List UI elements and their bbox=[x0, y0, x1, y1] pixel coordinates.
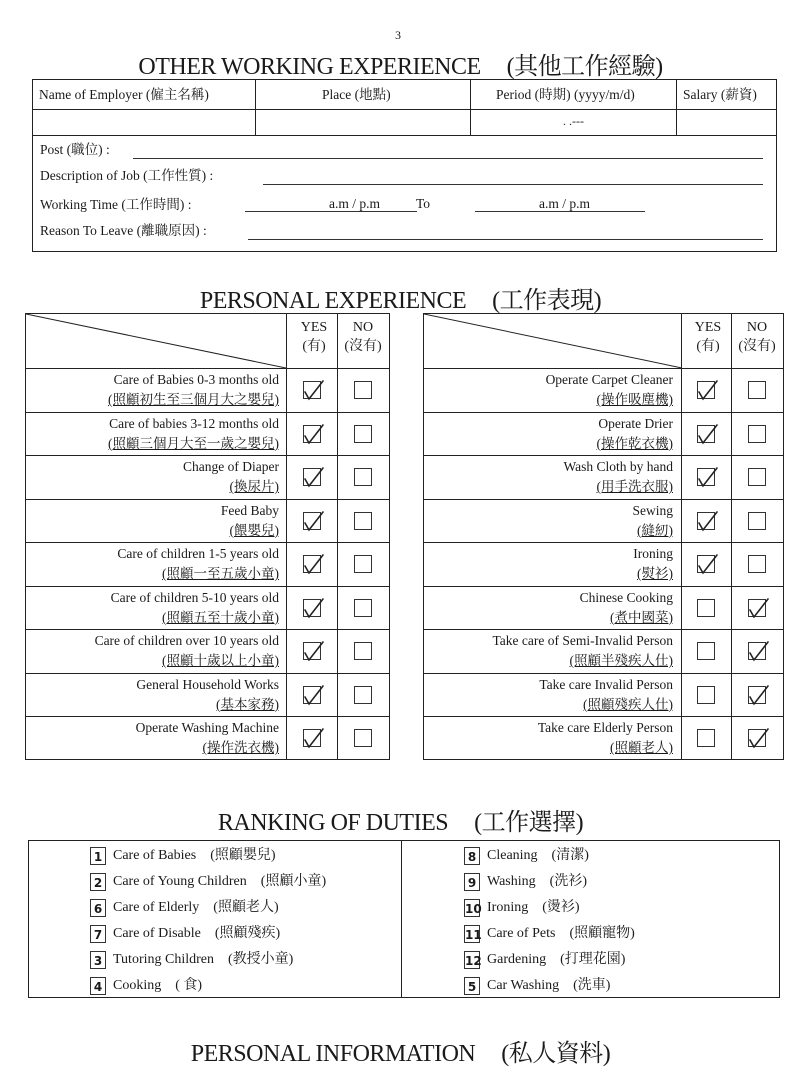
rank-number-box[interactable]: 10 bbox=[464, 899, 480, 917]
experience-item-label-zh: (照顧三個月大至一歲之嬰兒) bbox=[108, 435, 279, 451]
rank-number-box[interactable]: 5 bbox=[464, 977, 480, 995]
ranking-item-label-en: Care of Elderly bbox=[113, 900, 200, 915]
ranking-item bbox=[90, 923, 280, 945]
experience-item-label-en: General Household Works bbox=[136, 676, 279, 692]
experience-item-label-en: Operate Carpet Cleaner bbox=[545, 372, 673, 387]
table-header-row bbox=[424, 314, 783, 369]
section-title-zh: (工作表現) bbox=[492, 288, 602, 314]
period-header: Period (時期) (yyyy/m/d) bbox=[496, 87, 635, 102]
experience-item bbox=[25, 631, 285, 671]
experience-item-label-zh: (照顧一至五歲小童) bbox=[162, 566, 279, 581]
check-mark-icon bbox=[696, 465, 720, 491]
ranking-item-label-zh: (照顧嬰兒) bbox=[210, 848, 276, 863]
yes-checkbox[interactable] bbox=[303, 642, 321, 660]
no-checkbox[interactable] bbox=[748, 599, 766, 617]
experience-item-label-zh: (換尿片) bbox=[229, 479, 279, 494]
check-mark-icon bbox=[302, 422, 326, 448]
ranking-item-label-en: Car Washing bbox=[487, 978, 560, 993]
experience-item-label-en: Operate Drier bbox=[598, 415, 673, 431]
experience-item bbox=[419, 370, 679, 410]
experience-item bbox=[419, 457, 679, 497]
check-mark-icon bbox=[302, 683, 326, 709]
place-header: Place (地點) bbox=[322, 87, 391, 102]
check-mark-icon bbox=[302, 639, 326, 665]
check-mark-icon bbox=[747, 639, 771, 665]
ranking-item-label-en: Care of Disable bbox=[113, 926, 201, 941]
check-mark-icon bbox=[747, 726, 771, 752]
experience-item-label-en: Ironing bbox=[633, 546, 673, 561]
section-title-en: OTHER WORKING EXPERIENCE bbox=[138, 54, 481, 80]
ranking-item bbox=[464, 845, 589, 867]
page-number: 3 bbox=[395, 28, 401, 42]
ranking-item-label-zh: ( 食) bbox=[175, 978, 203, 993]
experience-item-label-zh: (照顧十歲以上小童) bbox=[162, 653, 279, 668]
personal-experience-table-right bbox=[423, 313, 784, 760]
check-mark-icon bbox=[747, 596, 771, 622]
other-working-experience-table bbox=[32, 79, 777, 252]
experience-item bbox=[419, 414, 679, 454]
ranking-item bbox=[90, 975, 202, 997]
ranking-of-duties-title bbox=[0, 802, 801, 837]
no-checkbox[interactable] bbox=[748, 686, 766, 704]
section-title-en: RANKING OF DUTIES bbox=[217, 810, 449, 836]
experience-item-label-zh: (餵嬰兒) bbox=[229, 522, 279, 538]
check-mark-icon bbox=[696, 552, 720, 578]
working-time-ampm-1: a.m / p.m bbox=[329, 196, 380, 211]
check-mark-icon bbox=[696, 509, 720, 535]
experience-item-label-en: Care of Babies 0-3 months old bbox=[113, 372, 279, 387]
no-checkbox[interactable] bbox=[354, 425, 372, 443]
experience-item-label-zh: (照顧殘疾人仕) bbox=[583, 696, 673, 712]
experience-item bbox=[25, 457, 285, 497]
experience-item-label-zh: (操作洗衣機) bbox=[202, 740, 279, 755]
experience-item-label-en: Chinese Cooking bbox=[579, 589, 673, 605]
ranking-item-label-zh: (洗衫) bbox=[549, 874, 587, 889]
experience-item-label-zh: (用手洗衣服) bbox=[596, 479, 673, 494]
rank-number-box[interactable]: 4 bbox=[90, 977, 106, 995]
yes-checkbox[interactable] bbox=[697, 512, 715, 530]
experience-item-label-en: Care of children 5-10 years old bbox=[110, 589, 279, 605]
working-time-ampm-2: a.m / p.m bbox=[539, 196, 590, 211]
check-mark-icon bbox=[696, 422, 720, 448]
experience-item-label-en: Wash Cloth by hand bbox=[563, 459, 673, 474]
experience-item bbox=[419, 631, 679, 671]
personal-information-title bbox=[0, 1033, 801, 1068]
ranking-item-label-en: Care of Pets bbox=[487, 926, 556, 941]
check-mark-icon bbox=[302, 726, 326, 752]
experience-item-label-zh: (照顧老人) bbox=[610, 740, 673, 755]
rank-number-box[interactable]: 6 bbox=[90, 899, 106, 917]
experience-item-label-zh: (操作乾衣機) bbox=[596, 435, 673, 451]
rank-number-box[interactable]: 3 bbox=[90, 951, 106, 969]
table-header-row bbox=[26, 314, 389, 369]
experience-item-label-zh: (縫紉) bbox=[637, 522, 673, 538]
ranking-item-label-en: Washing bbox=[487, 874, 536, 889]
experience-item-label-en: Feed Baby bbox=[220, 502, 279, 518]
section-title-en: PERSONAL INFORMATION bbox=[190, 1041, 476, 1067]
rank-number-box[interactable]: 9 bbox=[464, 873, 480, 891]
no-column-header: NO (沒有) bbox=[738, 320, 776, 354]
no-checkbox[interactable] bbox=[748, 425, 766, 443]
yes-checkbox[interactable] bbox=[697, 729, 715, 747]
employer-header: Name of Employer (僱主名稱) bbox=[39, 87, 209, 102]
working-time-to: To bbox=[416, 196, 431, 211]
description-field[interactable] bbox=[263, 184, 763, 185]
yes-checkbox[interactable] bbox=[697, 599, 715, 617]
yes-checkbox[interactable] bbox=[303, 555, 321, 573]
ranking-of-duties-table bbox=[28, 840, 780, 998]
personal-experience-title bbox=[0, 280, 801, 315]
no-checkbox[interactable] bbox=[748, 512, 766, 530]
ranking-item-label-zh: (燙衫) bbox=[542, 900, 580, 915]
check-mark-icon bbox=[302, 509, 326, 535]
experience-item-label-en: Sewing bbox=[632, 502, 673, 518]
yes-checkbox[interactable] bbox=[303, 512, 321, 530]
ranking-item-label-zh: (照顧寵物) bbox=[569, 926, 635, 941]
no-checkbox[interactable] bbox=[354, 599, 372, 617]
check-mark-icon bbox=[302, 465, 326, 491]
rank-number-box[interactable]: 1 bbox=[90, 847, 106, 865]
ranking-item-label-en: Cooking bbox=[113, 978, 162, 993]
no-checkbox[interactable] bbox=[354, 468, 372, 486]
experience-item-label-zh: (照顧初生至三個月大之嬰兒) bbox=[108, 392, 279, 407]
section-title-zh: (私人資料) bbox=[501, 1041, 611, 1067]
yes-checkbox[interactable] bbox=[697, 686, 715, 704]
working-time-label: Working Time (工作時間) : bbox=[40, 197, 192, 212]
ranking-item bbox=[464, 975, 610, 997]
no-column-header: NO (沒有) bbox=[344, 320, 382, 354]
no-checkbox[interactable] bbox=[354, 512, 372, 530]
no-checkbox[interactable] bbox=[748, 555, 766, 573]
ranking-item-label-en: Tutoring Children bbox=[113, 952, 214, 967]
yes-checkbox[interactable] bbox=[697, 642, 715, 660]
experience-item bbox=[419, 718, 679, 758]
rank-number-box[interactable]: 7 bbox=[90, 925, 106, 943]
experience-item bbox=[25, 370, 285, 410]
rank-number-box[interactable]: 12 bbox=[464, 951, 480, 969]
experience-item bbox=[419, 675, 679, 715]
experience-item bbox=[419, 501, 679, 541]
experience-item-label-zh: (操作吸塵機) bbox=[596, 392, 673, 407]
experience-item-label-en: Care of children over 10 years old bbox=[94, 633, 279, 648]
experience-item-label-zh: (照顧五至十歲小童) bbox=[162, 609, 279, 625]
ranking-item-label-zh: (打理花園) bbox=[560, 952, 626, 967]
check-mark-icon bbox=[747, 683, 771, 709]
ranking-item bbox=[90, 897, 279, 919]
experience-item-label-en: Care of babies 3-12 months old bbox=[109, 415, 279, 431]
yes-column-header: YES (有) bbox=[694, 320, 722, 354]
experience-item-label-zh: (基本家務) bbox=[216, 696, 279, 712]
personal-experience-table-left bbox=[25, 313, 390, 760]
experience-item bbox=[419, 544, 679, 584]
experience-item bbox=[25, 675, 285, 715]
ranking-item-label-zh: (洗車) bbox=[573, 978, 611, 993]
yes-checkbox[interactable] bbox=[303, 425, 321, 443]
experience-item-label-zh: (熨衫) bbox=[637, 566, 673, 581]
experience-item-label-en: Operate Washing Machine bbox=[135, 720, 279, 735]
yes-checkbox[interactable] bbox=[303, 729, 321, 747]
experience-item-label-en: Take care Invalid Person bbox=[539, 676, 673, 692]
section-title-zh: (其他工作經驗) bbox=[506, 54, 663, 80]
no-checkbox[interactable] bbox=[748, 468, 766, 486]
section-title-en: PERSONAL EXPERIENCE bbox=[199, 288, 467, 314]
reason-label: Reason To Leave (離職原因) : bbox=[40, 223, 207, 238]
check-mark-icon bbox=[302, 552, 326, 578]
rank-number-box[interactable]: 2 bbox=[90, 873, 106, 891]
experience-item bbox=[25, 544, 285, 584]
ranking-item bbox=[90, 871, 326, 893]
yes-checkbox[interactable] bbox=[303, 468, 321, 486]
rank-number-box[interactable]: 8 bbox=[464, 847, 480, 865]
ranking-item-label-en: Care of Young Children bbox=[113, 874, 247, 889]
no-checkbox[interactable] bbox=[354, 686, 372, 704]
yes-checkbox[interactable] bbox=[303, 381, 321, 399]
yes-checkbox[interactable] bbox=[697, 425, 715, 443]
yes-checkbox[interactable] bbox=[303, 686, 321, 704]
ranking-item-label-zh: (照顧小童) bbox=[260, 874, 327, 889]
ranking-item bbox=[464, 871, 587, 893]
reason-field[interactable] bbox=[248, 239, 763, 240]
ranking-item-label-zh: (照顧老人) bbox=[213, 900, 279, 915]
ranking-item bbox=[90, 845, 276, 867]
ranking-item bbox=[464, 923, 635, 945]
table-header-row bbox=[33, 80, 776, 110]
rank-number-box[interactable]: 11 bbox=[464, 925, 480, 943]
ranking-item bbox=[90, 949, 293, 971]
ranking-item-label-zh: (照顧殘疾) bbox=[214, 926, 281, 941]
period-value[interactable]: . .--- bbox=[563, 114, 584, 128]
ranking-item-label-zh: (教授小童) bbox=[228, 952, 294, 967]
experience-item bbox=[25, 501, 285, 541]
experience-item-label-en: Take care Elderly Person bbox=[537, 720, 673, 735]
experience-item bbox=[25, 718, 285, 758]
other-working-experience-title bbox=[0, 46, 801, 81]
experience-item-label-zh: (煮中國菜) bbox=[610, 609, 673, 625]
ranking-item-label-en: Cleaning bbox=[487, 848, 538, 863]
ranking-item bbox=[464, 897, 580, 919]
post-field[interactable] bbox=[133, 158, 763, 159]
experience-item-label-en: Change of Diaper bbox=[183, 459, 279, 474]
no-checkbox[interactable] bbox=[354, 381, 372, 399]
no-checkbox[interactable] bbox=[354, 729, 372, 747]
check-mark-icon bbox=[302, 596, 326, 622]
yes-column-header: YES (有) bbox=[300, 320, 328, 354]
salary-header: Salary (薪資) bbox=[683, 87, 757, 102]
section-title-zh: (工作選擇) bbox=[474, 810, 584, 836]
no-checkbox[interactable] bbox=[354, 555, 372, 573]
ranking-item-label-en: Gardening bbox=[487, 952, 547, 967]
experience-item-label-en: Take care of Semi-Invalid Person bbox=[492, 633, 673, 648]
no-checkbox[interactable] bbox=[748, 381, 766, 399]
post-label: Post (職位) : bbox=[40, 142, 110, 157]
ranking-item bbox=[464, 949, 625, 971]
no-checkbox[interactable] bbox=[748, 642, 766, 660]
check-mark-icon bbox=[302, 378, 326, 404]
description-label: Description of Job (工作性質) : bbox=[40, 168, 214, 183]
no-checkbox[interactable] bbox=[354, 642, 372, 660]
experience-item-label-zh: (照顧半殘疾人仕) bbox=[569, 653, 673, 668]
experience-item-label-en: Care of children 1-5 years old bbox=[117, 546, 279, 561]
yes-checkbox[interactable] bbox=[697, 381, 715, 399]
ranking-item-label-en: Ironing bbox=[487, 900, 529, 915]
yes-checkbox[interactable] bbox=[697, 555, 715, 573]
check-mark-icon bbox=[696, 378, 720, 404]
ranking-item-label-en: Care of Babies bbox=[113, 848, 197, 863]
no-checkbox[interactable] bbox=[748, 729, 766, 747]
experience-item bbox=[419, 588, 679, 628]
ranking-item-label-zh: (清潔) bbox=[551, 848, 589, 863]
experience-item bbox=[25, 588, 285, 628]
yes-checkbox[interactable] bbox=[697, 468, 715, 486]
experience-item bbox=[25, 414, 285, 454]
yes-checkbox[interactable] bbox=[303, 599, 321, 617]
